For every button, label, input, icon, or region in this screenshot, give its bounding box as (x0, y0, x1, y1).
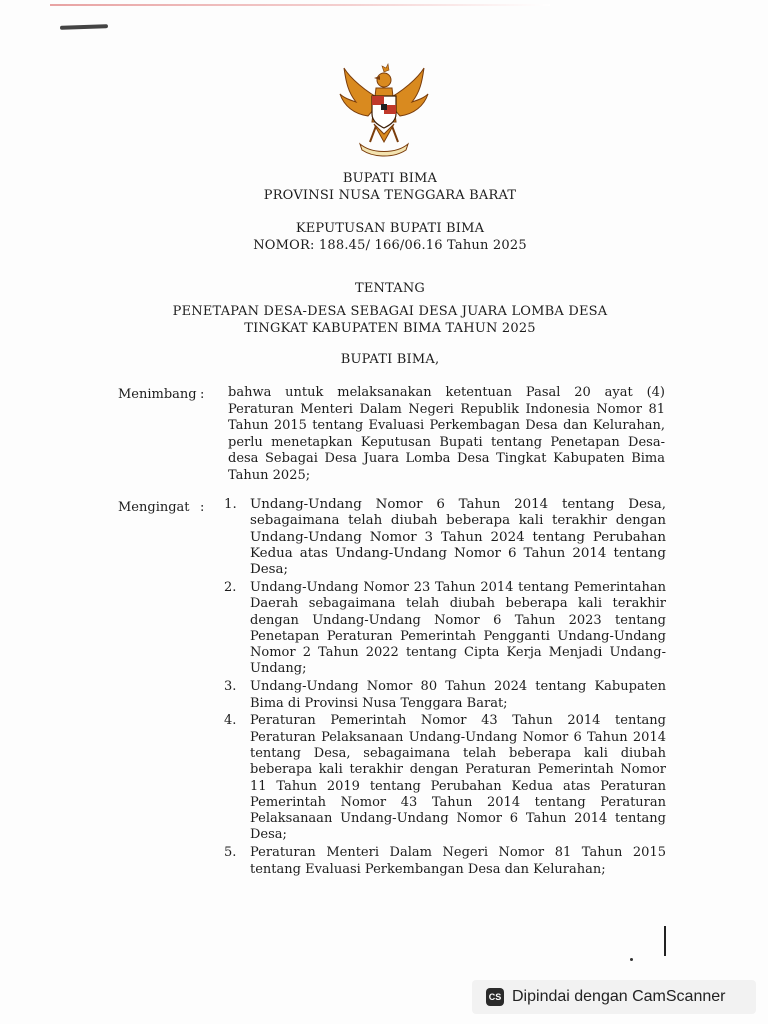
header-regent: BUPATI BIMA (342, 171, 438, 186)
header-block (100, 170, 680, 204)
menimbang-colon: : (200, 387, 205, 402)
subject-line-2: TINGKAT KABUPATEN BIMA TAHUN 2025 (244, 321, 536, 336)
pen-mark (60, 24, 108, 30)
menimbang-label: Menimbang (118, 387, 197, 402)
list-item-text: Peraturan Pemerintah Nomor 43 Tahun 2014 tentang Peraturan Pelaksanaan Undang-Undang Nomor 6 Tahun 2014 tentang Desa, sebagaimana telah beberapa kali diubah beberapa kali terakhir dengan Peraturan Pemerintah Nomor 11 Tahun 2019 tentang Perubahan Kedua atas Peraturan Pemerintah Nomor 43 Tahun 2014 tentang Peraturan Pelaksanaan Undang-Undang Nomor 6 Tahun 2014 tentang Desa; (250, 713, 666, 843)
list-item-text: Peraturan Menteri Dalam Negeri Nomor 81 Tahun 2015 tentang Evaluasi Perkembangan Desa dan Kelurahan; (250, 845, 666, 877)
list-item-number: 4. (224, 713, 237, 729)
tentang-heading: TENTANG (354, 281, 426, 296)
list-item (224, 497, 666, 578)
list-item (224, 713, 666, 843)
list-item (224, 679, 666, 712)
mengingat-label: Mengingat (118, 500, 190, 515)
camscanner-logo-icon: CS (486, 988, 504, 1006)
decree-block (100, 220, 680, 254)
subject-block (100, 280, 680, 337)
margin-dot (630, 958, 633, 961)
list-item (224, 845, 666, 878)
margin-mark (664, 926, 666, 956)
camscanner-watermark (472, 980, 756, 1014)
mengingat-list (224, 497, 666, 879)
list-item-number: 1. (224, 497, 237, 512)
list-item-number: 5. (224, 845, 237, 861)
menimbang-text: bahwa untuk melaksanakan ketentuan Pasal 20 ayat (4) Peraturan Menteri Dalam Negeri Republik Indonesia Nomor 81 Tahun 2015 tentang Evaluasi Perkembagan Desa dan Kelurahan, perlu menetapkan Keputusan Bupati tentang Penetapan Desa-desa Sebagai Desa Juara Lomba Desa Tingkat Kabupaten Bima Tahun 2025; (228, 385, 665, 483)
garuda-emblem-icon (336, 62, 432, 158)
list-item-number: 3. (224, 679, 237, 695)
header-province: PROVINSI NUSA TENGGARA BARAT (263, 188, 517, 203)
signatory-heading: BUPATI BIMA, (340, 352, 440, 367)
list-item-text: Undang-Undang Nomor 6 Tahun 2014 tentang Desa, sebagaimana telah diubah beberapa kali terakhir dengan Undang-Undang Nomor 3 Tahun 2024 tentang Perubahan Kedua atas Undang-Undang Nomor 6 Tahun 2014 tentang Desa; (250, 497, 666, 578)
camscanner-label: Dipindai dengan CamScanner (512, 988, 726, 1005)
list-item-number: 2. (224, 579, 237, 595)
scan-top-edge (50, 4, 550, 6)
decree-number: NOMOR: 188.45/ 166/06.16 Tahun 2025 (253, 238, 527, 253)
mengingat-colon: : (200, 500, 205, 515)
decree-title: KEPUTUSAN BUPATI BIMA (295, 221, 485, 236)
list-item (224, 580, 666, 678)
subject-line-1: PENETAPAN DESA-DESA SEBAGAI DESA JUARA LOMBA DESA (172, 304, 608, 319)
list-item-text: Undang-Undang Nomor 80 Tahun 2024 tentang Kabupaten Bima di Provinsi Nusa Tenggara Barat; (250, 679, 666, 711)
list-item-text: Undang-Undang Nomor 23 Tahun 2014 tentang Pemerintahan Daerah sebagaimana telah diubah beberapa kali terakhir dengan Undang-Undang Nomor 6 Tahun 2023 tentang Penetapan Peraturan Pemerintah Pengganti Undang-Undang Nomor 2 Tahun 2022 tentang Cipta Kerja Menjadi Undang-Undang; (250, 579, 666, 677)
